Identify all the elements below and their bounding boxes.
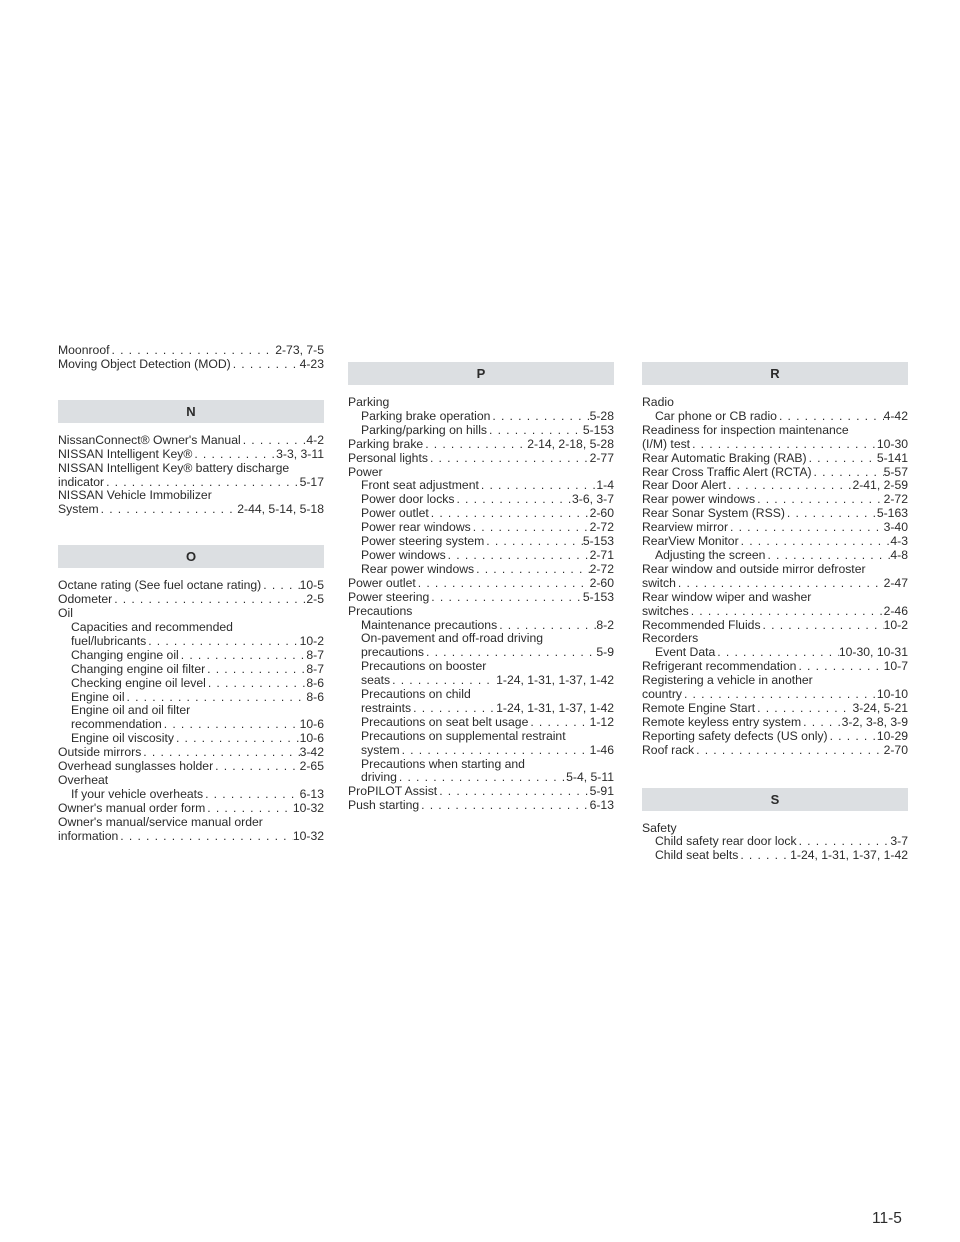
index-entry-term: Personal lights (348, 451, 428, 465)
index-entry-page: 3-2, 3-8, 3-9 (841, 715, 908, 729)
index-entry-page: 8-6 (306, 690, 324, 704)
index-entry-page: 5-91 (589, 785, 614, 799)
index-entry-term: system (361, 743, 400, 757)
index-entry-term: Engine oil (71, 690, 125, 704)
index-entry-page: 10-10 (876, 688, 908, 702)
index-entry-term: Changing engine oil filter (71, 662, 206, 676)
index-entry-term: Parking brake operation (361, 409, 491, 423)
index-entry-page: 2-65 (299, 760, 324, 774)
index-entry (348, 619, 614, 633)
dot-leader (484, 535, 583, 549)
index-entry-term: Engine oil and oil filter (71, 703, 191, 718)
index-entry-page: 5-4, 5-11 (566, 771, 614, 785)
index-entry-term: Rear Automatic Braking (RAB) (642, 451, 807, 465)
index-entry-term: Child safety rear door lock (655, 835, 797, 849)
index-entry-term: If your vehicle overheats (71, 787, 204, 801)
dot-leader (728, 521, 884, 535)
dot-leader (497, 619, 596, 633)
index-entry-page: 3-42 (299, 746, 324, 760)
index-entry-term: Power windows (361, 548, 446, 562)
index-entry-term: Engine oil viscosity (71, 732, 174, 746)
index-entry-term: restraints (361, 701, 412, 715)
index-entry-term: Checking engine oil level (71, 676, 206, 690)
index-entry-page: 5-153 (582, 535, 614, 549)
dot-leader (738, 849, 790, 863)
section-header-o: O (58, 545, 324, 568)
dot-leader (231, 358, 300, 372)
dot-leader (690, 438, 877, 452)
index-entry (348, 507, 614, 521)
dot-leader (400, 744, 590, 758)
index-group-s (642, 822, 908, 864)
index-entry-page: 2-77 (589, 451, 614, 465)
index-entry-page: 3-24, 5-21 (852, 701, 908, 715)
index-entry-page: 3-40 (883, 521, 908, 535)
index-entry (348, 646, 614, 660)
index-entry (58, 691, 324, 705)
index-entry-page: 4-42 (883, 409, 908, 423)
index-entry (642, 605, 908, 619)
index-entry-page: 2-47 (883, 576, 908, 590)
dot-leader (446, 549, 590, 563)
index-entry-page: 10-6 (299, 732, 324, 746)
index-entry (348, 771, 614, 785)
index-entry (642, 660, 908, 674)
dot-leader (682, 688, 877, 702)
dot-leader (205, 802, 293, 816)
index-entry-term: Remote Engine Start (642, 701, 756, 715)
dot-leader (755, 702, 852, 716)
index-entry (642, 410, 908, 424)
dot-leader (437, 785, 589, 799)
index-entry (348, 785, 614, 799)
index-entry-term: Overhead sunglasses holder (58, 760, 214, 774)
index-entry (642, 507, 908, 521)
index-entry-page: 8-2 (596, 618, 614, 632)
index-entry-page: 1-12 (589, 715, 614, 729)
dot-leader (796, 660, 883, 674)
index-entry-page: 5-9 (596, 646, 614, 660)
index-entry-page: 2-60 (589, 507, 614, 521)
index-entry-term: Overheat (58, 772, 109, 787)
dot-leader (397, 771, 566, 785)
dot-leader (429, 507, 590, 521)
index-entry (58, 663, 324, 677)
dot-leader (423, 438, 527, 452)
index-entry-term: Recommended Fluids (642, 618, 761, 632)
dot-leader (424, 646, 596, 660)
index-entry (642, 466, 908, 480)
dot-leader (801, 716, 841, 730)
index-entry (642, 716, 908, 730)
dot-leader (146, 635, 299, 649)
dot-leader (429, 591, 583, 605)
index-entry-term: Rear power windows (642, 493, 756, 507)
dot-leader (765, 549, 890, 563)
index-entry-term: Rear window wiper and washer (642, 589, 812, 604)
index-entry-term: Precautions on supplemental restraint (361, 728, 566, 743)
index-entry (58, 677, 324, 691)
dot-leader (213, 760, 299, 774)
index-entry (642, 849, 908, 863)
index-entry-term: Moving Object Detection (MOD) (58, 357, 231, 371)
index-entry-term: indicator (58, 475, 105, 489)
index-entry (642, 577, 908, 591)
index-entry-page: 1-24, 1-31, 1-37, 1-42 (496, 701, 614, 715)
dot-leader (104, 476, 300, 490)
index-entry (58, 476, 324, 490)
index-entry-term: Remote keyless entry system (642, 715, 802, 729)
index-entry-page: 2-14, 2-18, 5-28 (527, 437, 614, 451)
index-entry-page: 2-72 (589, 521, 614, 535)
index-entry-page: 4-23 (299, 357, 324, 371)
index-entry (348, 716, 614, 730)
index-entry-term: Readiness for inspection maintenance (642, 422, 849, 437)
index-entry (642, 835, 908, 849)
index-entry-page: 5-153 (582, 590, 614, 604)
index-entry-term: Owner's manual/service manual order (58, 814, 263, 829)
index-entry-term: Owner's manual order form (58, 801, 206, 815)
index-entry-page: 2-41, 2-59 (852, 479, 908, 493)
index-entry-term: ProPILOT Assist (348, 785, 438, 799)
dot-leader (755, 493, 883, 507)
index-entry (348, 438, 614, 452)
dot-leader (203, 788, 299, 802)
dot-leader (676, 577, 884, 591)
index-entry-term: fuel/lubricants (71, 634, 147, 648)
index-entry-term: RearView Monitor (642, 535, 739, 549)
index-entry-page: 10-5 (299, 579, 324, 593)
index-entry-term: Precautions on child (361, 687, 471, 702)
index-entry (58, 802, 324, 816)
index-group-r (642, 396, 908, 758)
index-entry-term: (I/M) test (642, 437, 691, 451)
index-entry (642, 744, 908, 758)
index-entry (642, 535, 908, 549)
index-entry-term: driving (361, 771, 397, 785)
dot-leader (490, 410, 589, 424)
dot-leader (739, 535, 891, 549)
index-entry-page: 1-4 (596, 479, 614, 493)
index-entry (58, 649, 324, 663)
dot-leader (174, 732, 300, 746)
index-entry-page: 5-17 (299, 475, 324, 489)
index-entry-page: 10-7 (883, 660, 908, 674)
index-entry-page: 4-2 (306, 433, 324, 447)
index-entry-term: Rear Door Alert (642, 479, 726, 493)
index-entry-term: Roof rack (642, 743, 695, 757)
index-entry (58, 788, 324, 802)
index-group-p (348, 396, 614, 813)
index-entry-page: 10-2 (299, 634, 324, 648)
dot-leader (797, 835, 891, 849)
index-entry-page: 10-32 (292, 829, 324, 843)
index-entry (348, 535, 614, 549)
dot-leader (528, 716, 589, 730)
index-entry (58, 718, 324, 732)
index-entry (642, 549, 908, 563)
index-entry (58, 760, 324, 774)
index-entry-term: switch (642, 576, 676, 590)
index-entry-page: 6-13 (589, 799, 614, 813)
index-entry-term: Rear power windows (361, 562, 475, 576)
section-header-r: R (642, 362, 908, 385)
dot-leader (785, 507, 877, 521)
index-entry-term: Rearview mirror (642, 521, 728, 535)
index-entry-term: NISSAN Intelligent Key® (58, 447, 193, 461)
index-entry-term: Push starting (348, 799, 420, 813)
index-entry (58, 434, 324, 448)
index-entry-term: Precautions on seat belt usage (361, 715, 529, 729)
index-entry-page: 1-24, 1-31, 1-37, 1-42 (496, 674, 614, 688)
index-entry (642, 521, 908, 535)
index-entry-page: 10-30 (876, 437, 908, 451)
index-entry-term: Rear window and outside mirror defroster (642, 561, 866, 576)
index-entry-term: On-pavement and off-road driving (361, 631, 544, 646)
index-entry-page: 8-7 (306, 648, 324, 662)
index-column-2 (348, 362, 614, 813)
index-entry (642, 702, 908, 716)
dot-leader (390, 674, 496, 688)
index-entry (348, 452, 614, 466)
index-entry-page: 4-8 (890, 548, 908, 562)
index-entry-term: Oil (58, 606, 73, 621)
index-entry-term: Safety (642, 820, 677, 835)
index-entry-page: 8-7 (306, 662, 324, 676)
page-number: 11-5 (872, 1210, 902, 1227)
index-group-n (58, 434, 324, 517)
index-entry-term: Precautions when starting and (361, 756, 525, 771)
index-entry (58, 358, 324, 372)
index-entry-page: 2-60 (589, 576, 614, 590)
index-entry-term: information (58, 829, 119, 843)
dot-leader (715, 646, 839, 660)
index-entry-term: NISSAN Intelligent Key® battery discharge (58, 460, 290, 475)
index-entry (58, 746, 324, 760)
index-entry-page: 2-70 (883, 743, 908, 757)
index-entry (642, 646, 908, 660)
index-entry (58, 344, 324, 358)
index-entry-page: 2-5 (306, 593, 324, 607)
index-entry (348, 744, 614, 758)
index-entry-page: 10-29 (876, 729, 908, 743)
index-group-o (58, 579, 324, 843)
section-header-p: P (348, 362, 614, 385)
index-entry-term: Power steering (348, 590, 430, 604)
index-entry-term: Power outlet (361, 507, 429, 521)
dot-leader (206, 677, 307, 691)
index-entry-page: 10-30, 10-31 (838, 646, 908, 660)
index-entry (642, 730, 908, 744)
index-entry-page: 2-44, 5-14, 5-18 (237, 503, 324, 517)
index-entry-page: 3-7 (890, 835, 908, 849)
dot-leader (118, 830, 293, 844)
index-entry (348, 549, 614, 563)
index-entry-page: 3-6, 3-7 (571, 493, 614, 507)
index-entry (348, 577, 614, 591)
dot-leader (479, 479, 597, 493)
dot-leader (125, 691, 307, 705)
index-entry (58, 448, 324, 462)
index-entry-page: 6-13 (299, 787, 324, 801)
dot-leader (261, 579, 299, 593)
index-entry (58, 732, 324, 746)
index-entry-term: Power (348, 464, 383, 479)
index-entry-term: country (642, 688, 682, 702)
dot-leader (694, 744, 883, 758)
index-entry (642, 619, 908, 633)
index-entry-term: precautions (361, 646, 425, 660)
index-entry (348, 799, 614, 813)
index-entry-term: Precautions (348, 603, 413, 618)
index-entry-page: 4-3 (890, 535, 908, 549)
index-entry-term: Changing engine oil (71, 648, 179, 662)
dot-leader (99, 503, 238, 517)
index-entry-page: 1-46 (589, 743, 614, 757)
index-entry-term: NISSAN Vehicle Immobilizer (58, 488, 212, 503)
dot-leader (689, 605, 884, 619)
index-entry-term: Power steering system (361, 535, 485, 549)
dot-leader (428, 452, 590, 466)
index-entry (348, 410, 614, 424)
index-entry (348, 674, 614, 688)
section-header-s: S (642, 788, 908, 811)
dot-leader (179, 649, 307, 663)
index-entry (642, 438, 908, 452)
index-entry-term: NissanConnect® Owner's Manual (58, 433, 241, 447)
index-entry-page: 5-153 (582, 423, 614, 437)
index-entry (642, 452, 908, 466)
index-entry (348, 424, 614, 438)
dot-leader (807, 452, 877, 466)
index-entry-page: 2-71 (589, 548, 614, 562)
index-entry-term: Registering a vehicle in another (642, 673, 813, 688)
section-header-n: N (58, 400, 324, 423)
index-column-1 (58, 344, 324, 843)
index-entry-term: Parking/parking on hills (361, 423, 488, 437)
index-entry (348, 702, 614, 716)
index-entry-term: Radio (642, 395, 674, 409)
index-entry-page: 3-3, 3-11 (276, 447, 324, 461)
index-entry-page: 10-6 (299, 718, 324, 732)
index-entry (348, 521, 614, 535)
index-entry-page: 2-72 (883, 493, 908, 507)
index-entry-term: Refrigerant recommendation (642, 660, 797, 674)
index-entry-page: 2-46 (883, 604, 908, 618)
dot-leader (162, 718, 300, 732)
index-entry (348, 493, 614, 507)
index-entry-term: Maintenance precautions (361, 618, 498, 632)
index-entry-term: Car phone or CB radio (655, 409, 777, 423)
index-entry-page: 5-141 (876, 451, 908, 465)
index-entry-term: Event Data (655, 646, 716, 660)
index-entry (348, 479, 614, 493)
dot-leader (471, 521, 590, 535)
dot-leader (205, 663, 306, 677)
index-entry-term: Parking brake (348, 437, 424, 451)
index-entry-term: Capacities and recommended (71, 619, 233, 634)
index-entry-term: switches (642, 604, 689, 618)
index-entry-page: 10-32 (292, 801, 324, 815)
index-entry-term: Precautions on booster (361, 659, 487, 674)
index-entry-term: Child seat belts (655, 849, 739, 863)
index-entry (642, 493, 908, 507)
index-entry-term: Octane rating (See fuel octane rating) (58, 579, 262, 593)
index-entry-page: 2-73, 7-5 (275, 344, 324, 357)
dot-leader (416, 577, 590, 591)
index-entry-term: System (58, 503, 99, 517)
index-entry-term: Rear Sonar System (RSS) (642, 507, 785, 521)
index-entry-page: 10-2 (883, 618, 908, 632)
index-entry (348, 563, 614, 577)
index-entry-term: Odometer (58, 593, 113, 607)
index-entry-page: 5-57 (883, 465, 908, 479)
index-entry-page: 8-6 (306, 676, 324, 690)
index-entry-term: Moonroof (58, 344, 110, 357)
dot-leader (474, 563, 589, 577)
dot-leader (112, 593, 306, 607)
dot-leader (761, 619, 884, 633)
dot-leader (454, 493, 572, 507)
index-entry (58, 579, 324, 593)
dot-leader (812, 466, 884, 480)
dot-leader (487, 424, 583, 438)
dot-leader (241, 434, 307, 448)
index-entry-term: Recorders (642, 631, 699, 646)
dot-leader (192, 448, 276, 462)
index-entry (58, 593, 324, 607)
index-entry (642, 688, 908, 702)
index-entry-term: Reporting safety defects (US only) (642, 729, 828, 743)
index-entry (58, 635, 324, 649)
index-entry (58, 830, 324, 844)
index-entry-term: recommendation (71, 718, 162, 732)
dot-leader (141, 746, 299, 760)
index-entry-page: 1-24, 1-31, 1-37, 1-42 (790, 849, 908, 863)
dot-leader (110, 344, 276, 358)
index-entry-term: Front seat adjustment (361, 479, 479, 493)
index-entry-term: Rear Cross Traffic Alert (RCTA) (642, 465, 812, 479)
index-entry-term: Parking (348, 395, 390, 409)
index-entry (642, 479, 908, 493)
dot-leader (777, 410, 884, 424)
index-entry-page: 5-28 (589, 409, 614, 423)
index-entry (348, 591, 614, 605)
index-entry-page: 2-72 (589, 562, 614, 576)
index-entry-term: Power door locks (361, 493, 455, 507)
index-entry-term: Power outlet (348, 576, 416, 590)
index-column-3 (642, 362, 908, 863)
index-entry-page: 5-163 (876, 507, 908, 521)
index-entry-term: Adjusting the screen (655, 548, 766, 562)
dot-leader (828, 730, 877, 744)
index-entry-term: Power rear windows (361, 521, 471, 535)
index-entry (58, 503, 324, 517)
index-entry-term: seats (361, 674, 391, 688)
index-entry-term: Outside mirrors (58, 746, 142, 760)
index-group-m (58, 344, 324, 372)
dot-leader (411, 702, 496, 716)
dot-leader (726, 479, 852, 493)
dot-leader (419, 799, 589, 813)
